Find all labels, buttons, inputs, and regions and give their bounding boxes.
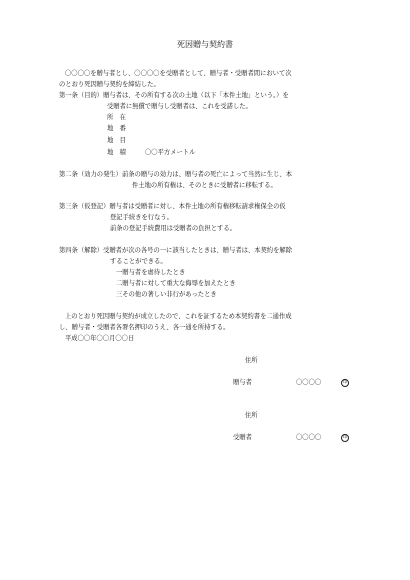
closing-line: 上のとおり死因贈与契約が成立したので、これを証するため本契約書を二通作成 — [65, 313, 292, 320]
article-1-heading: 第一条（目的）贈与者は、その所有する次の土地（以下「本件土地」という。）を — [59, 92, 289, 99]
article-4-item: 一贈与者を虐待したとき — [116, 269, 186, 276]
article-3-line: 登記手続きを行なう。 — [110, 214, 173, 221]
preamble-line: 〇〇〇〇を贈与者とし、〇〇〇〇を受贈者として、贈与者・受贈者間において次 — [65, 70, 292, 77]
donor-address-label: 住所 — [245, 357, 258, 364]
seal-mark-icon: 印 — [342, 435, 348, 440]
donee-address-label: 住所 — [245, 412, 258, 419]
article-4-heading: 第四条（解除）受贈者が次の各号の一に該当したときは、贈与者は、本契約を解除 — [59, 247, 292, 254]
donee-name: 〇〇〇〇 — [296, 434, 322, 441]
article-2-line: 件土地の所有権は、そのときに受贈者に移転する。 — [132, 182, 277, 189]
article-4-item: 三その他の著しい非行があったとき — [116, 291, 217, 298]
seal-mark-icon: 印 — [342, 380, 348, 385]
preamble-line: のとおり死因贈与契約を締結した。 — [59, 81, 160, 88]
article-1-line: 受贈者に無償で贈与し受贈者は、これを受諾した。 — [107, 103, 252, 110]
land-area-value: 〇〇平方メートル — [145, 149, 196, 156]
donor-role: 贈与者 — [233, 379, 252, 386]
article-4-item: 二贈与者に対して重大な侮辱を加えたとき — [116, 280, 236, 287]
donor-name: 〇〇〇〇 — [296, 379, 322, 386]
article-3-line: 前条の登記手続費用は受贈者の負担とする。 — [110, 225, 236, 232]
land-field-label: 地 目 — [107, 137, 126, 144]
land-field-label: 地 積 — [107, 149, 126, 156]
closing-line: し、贈与者・受贈者各署名押印のうえ、各一通を所持する。 — [59, 324, 230, 331]
donee-role: 受贈者 — [233, 434, 252, 441]
land-field-label: 所 在 — [107, 114, 126, 121]
document-title: 死因贈与契約書 — [177, 40, 233, 49]
article-4-line: することができる。 — [110, 258, 167, 265]
contract-date: 平成〇〇年〇〇月〇〇日 — [65, 335, 135, 342]
land-field-label: 地 番 — [107, 125, 126, 132]
article-3-heading: 第三条（仮登記）贈与者は受贈者に対し、本件土地の所有権移転請求権保全の仮 — [59, 203, 286, 210]
article-2-heading: 第二条（効力の発生）前条の贈与の効力は、贈与者の死亡によって当然に生じ、本 — [59, 171, 292, 178]
